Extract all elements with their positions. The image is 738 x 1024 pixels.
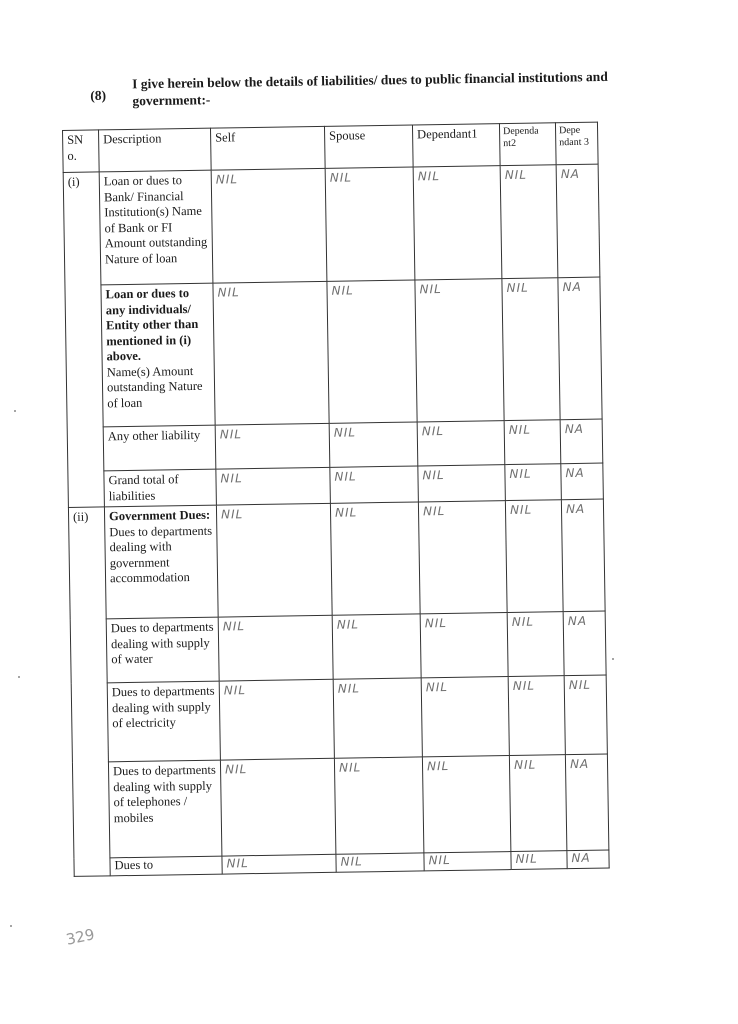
header-dependant3: Depe ndant 3 — [555, 122, 598, 165]
cell-spouse: NIL — [329, 422, 418, 467]
scan-speck — [612, 658, 614, 660]
section-title: I give herein below the details of liabilities/ dues to public financial institutions and government:- — [132, 68, 608, 109]
row-sno: (ii) — [68, 507, 110, 877]
table-row — [65, 277, 602, 427]
cell-dependant3: NA — [563, 611, 606, 676]
row-description: Any other liability — [103, 425, 216, 471]
table-row — [70, 611, 606, 683]
row-description-bold: Government Dues: — [108, 507, 211, 524]
row-description — [104, 505, 218, 619]
scan-speck — [18, 676, 20, 678]
header-dependant2: Dependa nt2 — [499, 123, 556, 166]
cell-dependant1: NIL — [421, 677, 509, 757]
table-row — [68, 499, 605, 619]
cell-self: NIL — [218, 615, 333, 681]
row-description-bold: Loan or dues to any individuals/ Entity other than mentioned in (i) above. — [105, 286, 199, 364]
cell-dependant2: NIL — [502, 278, 560, 421]
section-heading — [90, 68, 620, 109]
header-self: Self — [210, 126, 325, 170]
header-spouse: Spouse — [324, 125, 413, 168]
row-description-plain: Dues to departments dealing with government accommodation — [109, 523, 213, 586]
cell-dependant1: NIL — [413, 166, 502, 280]
cell-dependant1: NIL — [420, 613, 508, 678]
row-description: Dues to departments dealing with supply of electricity — [107, 681, 220, 762]
cell-spouse: NIL — [327, 280, 417, 423]
cell-dependant2: NIL — [509, 755, 567, 852]
cell-self: NIL — [211, 168, 327, 283]
liabilities-table-wrapper — [62, 122, 610, 877]
cell-self: NIL — [220, 758, 335, 856]
cell-spouse: NIL — [325, 167, 415, 281]
cell-dependant2: NIL — [511, 851, 567, 870]
cell-self: NIL — [219, 679, 334, 760]
cell-spouse: NIL — [330, 466, 419, 503]
table-row — [71, 675, 607, 762]
cell-self: NIL — [215, 423, 330, 469]
row-description — [101, 283, 215, 427]
cell-dependant3: NA — [561, 499, 605, 612]
cell-dependant2: NIL — [505, 500, 563, 613]
cell-self: NIL — [222, 854, 336, 874]
cell-dependant1: NIL — [418, 465, 506, 502]
page-number-mark: 329 — [64, 925, 97, 949]
header-dependant1: Dependant1 — [412, 124, 500, 167]
cell-self: NIL — [213, 281, 329, 425]
row-description: Loan or dues to Bank/ Financial Institution(s) Name of Bank or FI Amount outstanding Nature of loan — [99, 170, 213, 285]
scan-speck — [10, 925, 12, 927]
cell-dependant2: NIL — [507, 612, 564, 677]
cell-dependant3: NIL — [564, 675, 607, 755]
table-row — [63, 164, 600, 285]
cell-self: NIL — [216, 467, 331, 505]
cell-dependant3: NA — [565, 754, 609, 851]
row-description: Grand total of liabilities — [104, 469, 217, 507]
cell-dependant3: NA — [558, 277, 602, 420]
cell-dependant3: NA — [567, 850, 609, 869]
header-description: Description — [99, 128, 212, 172]
cell-dependant1: NIL — [422, 756, 510, 853]
cell-spouse: NIL — [334, 757, 423, 854]
row-sno: (i) — [63, 172, 104, 508]
row-description: Dues to departments dealing with supply of telephones / mobiles — [108, 760, 221, 858]
cell-dependant3: NA — [556, 164, 600, 278]
row-description-plain: Name(s) Amount outstanding Nature of loan — [106, 363, 203, 410]
header-sno: SN o. — [63, 130, 100, 173]
cell-dependant2: NIL — [504, 420, 561, 465]
cell-dependant1: NIL — [424, 852, 511, 871]
cell-dependant3: NA — [560, 419, 603, 464]
cell-spouse: NIL — [333, 678, 422, 758]
table-row — [72, 754, 608, 858]
row-description: Dues to — [110, 856, 222, 876]
cell-dependant2: NIL — [500, 165, 558, 279]
cell-dependant1: NIL — [417, 421, 505, 466]
liabilities-table — [62, 122, 610, 877]
cell-spouse: NIL — [332, 614, 421, 679]
cell-self: NIL — [216, 503, 332, 617]
cell-dependant2: NIL — [508, 676, 565, 756]
section-number: (8) — [90, 87, 107, 103]
row-description: Dues to departments dealing with supply of water — [106, 617, 219, 683]
cell-dependant2: NIL — [505, 464, 562, 501]
cell-dependant1: NIL — [418, 501, 507, 614]
cell-spouse: NIL — [336, 853, 424, 872]
cell-spouse: NIL — [330, 502, 420, 615]
cell-dependant3: NA — [561, 463, 604, 500]
cell-dependant1: NIL — [415, 279, 504, 422]
scan-speck — [14, 410, 16, 412]
